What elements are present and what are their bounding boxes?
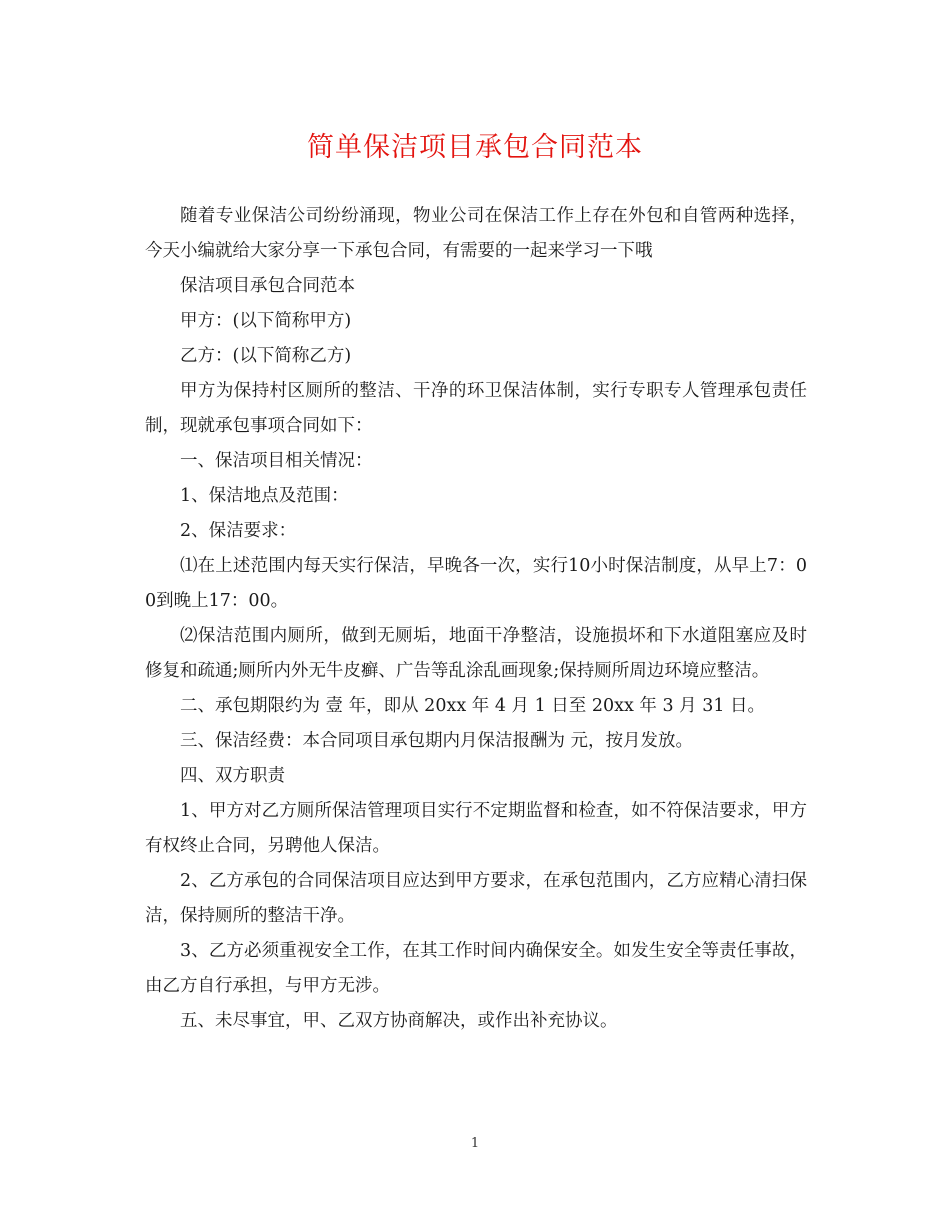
section-3-fee: 三、保洁经费：本合同项目承包期内月保洁报酬为 元，按月发放。 xyxy=(180,731,694,751)
contract-heading: 保洁项目承包合同范本 xyxy=(180,276,355,296)
section-2-term: 二、承包期限约为 壹 年，即从 20xx 年 4 月 1 日至 20xx 年 3 月 31 日。 xyxy=(180,696,766,716)
duty-2: 2、乙方承包的合同保洁项目应达到甲方要求，在承包范围内，乙方应精心清扫保洁，保持厕所的整洁干净。 xyxy=(145,871,807,926)
section-1-item-2: 2、保洁要求： xyxy=(180,521,297,541)
duty-1: 1、甲方对乙方厕所保洁管理项目实行不定期监督和检查，如不符保洁要求，甲方有权终止合同，另聘他人保洁。 xyxy=(145,801,807,856)
party-b-line: 乙方：(以下简称乙方) xyxy=(180,346,352,366)
section-1-heading: 一、保洁项目相关情况： xyxy=(180,451,373,471)
requirement-2: ⑵保洁范围内厕所，做到无厕垢，地面干净整洁，设施损坏和下水道阻塞应及时修复和疏通;厕所内外无牛皮癣、广告等乱涂乱画现象;保持厕所周边环境应整洁。 xyxy=(145,626,807,681)
duty-3: 3、乙方必须重视安全工作，在其工作时间内确保安全。如发生安全等责任事故，由乙方自行承担，与甲方无涉。 xyxy=(145,941,807,996)
page-number: 1 xyxy=(470,1136,480,1151)
party-a-line: 甲方：(以下简称甲方) xyxy=(180,311,352,331)
requirement-1: ⑴在上述范围内每天实行保洁，早晚各一次，实行10小时保洁制度，从早上7：00到晚上17：00。 xyxy=(145,556,807,611)
section-4-heading: 四、双方职责 xyxy=(180,766,285,786)
section-1-item-1: 1、保洁地点及范围： xyxy=(180,486,349,506)
preamble-paragraph: 甲方为保持村区厕所的整洁、干净的环卫保洁体制，实行专职专人管理承包责任制，现就承包事项合同如下： xyxy=(145,381,807,436)
intro-paragraph: 随着专业保洁公司纷纷涌现，物业公司在保洁工作上存在外包和自管两种选择，今天小编就给大家分享一下承包合同，有需要的一起来学习一下哦 xyxy=(145,206,807,261)
section-5-misc: 五、未尽事宜，甲、乙双方协商解决，或作出补充协议。 xyxy=(180,1011,618,1031)
document-title: 简单保洁项目承包合同范本 xyxy=(307,132,643,163)
document-body xyxy=(145,199,807,1039)
